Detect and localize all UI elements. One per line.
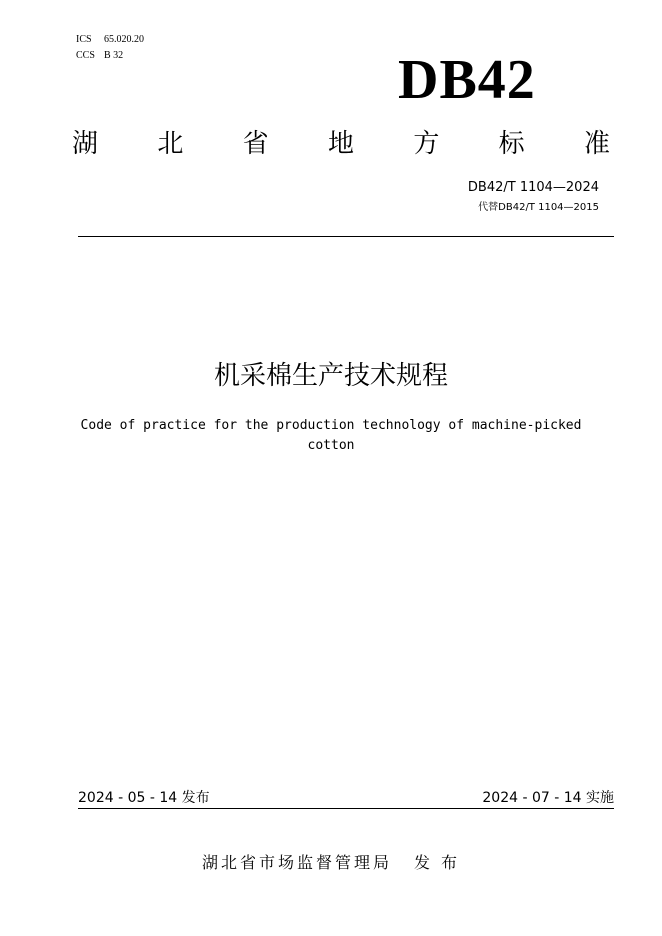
standard-type-char: 地 <box>327 129 354 159</box>
document-title-cn: 机采棉生产技术规程 <box>213 361 448 391</box>
ccs-label: CCS <box>76 50 95 61</box>
replaces-standard: 代替DB42/T 1104—2015 <box>478 202 599 213</box>
classification-codes <box>76 32 144 64</box>
standard-type-char: 标 <box>498 129 525 159</box>
header-divider <box>78 236 614 237</box>
ics-label: ICS <box>76 34 92 45</box>
standard-type-heading <box>72 126 610 162</box>
standard-type-char: 北 <box>157 129 184 159</box>
issuer-line <box>0 852 662 874</box>
document-title-en: Code of practice for the production technology of machine-picked cotton <box>80 418 582 453</box>
issuer-action: 发 布 <box>413 853 461 872</box>
ics-line <box>76 32 144 48</box>
publish-date: 2024 - 05 - 14 发布 <box>78 790 210 806</box>
footer-divider <box>78 808 614 809</box>
ccs-code: B 32 <box>104 50 124 61</box>
standard-type-char: 省 <box>242 129 269 159</box>
ccs-line <box>76 48 144 64</box>
issuer-name: 湖北省市场监督管理局 <box>201 853 392 872</box>
ics-code: 65.020.20 <box>104 34 144 45</box>
db42-logo: DB42 <box>398 49 536 111</box>
standard-type-char: 湖 <box>72 129 99 159</box>
standard-type-char: 方 <box>413 129 440 159</box>
standard-number: DB42/T 1104—2024 <box>467 180 599 195</box>
implement-date: 2024 - 07 - 14 实施 <box>482 790 614 806</box>
standard-type-char: 准 <box>583 129 610 159</box>
